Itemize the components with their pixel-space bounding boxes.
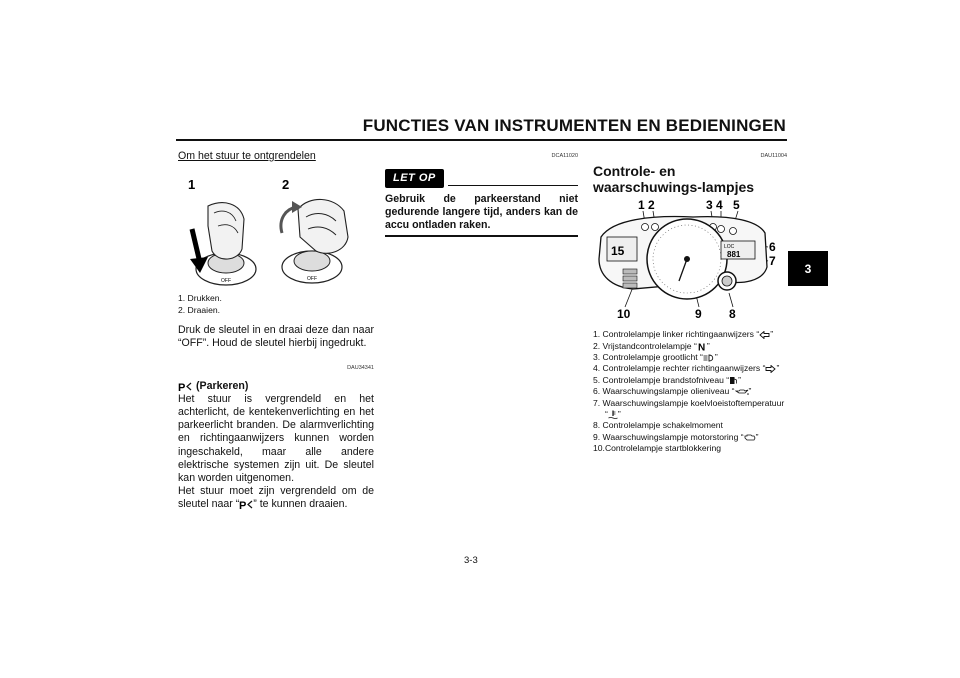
callout-10: 10 <box>617 307 631 322</box>
caption-1: 1. Drukken. <box>178 293 222 304</box>
indicator-item-5: 5. Controlelampje brandstofniveau “ ” <box>593 374 742 385</box>
indicator-item-3: 3. Controlelampje grootlicht “ ” <box>593 352 718 363</box>
svg-text:P: P <box>239 500 247 511</box>
indicator-item-2: 2. Vrijstandcontrolelampje “ N ” <box>593 341 787 352</box>
oil-can-icon <box>735 388 749 396</box>
parking-para2-suffix: ” te kunnen draaien. <box>253 498 348 511</box>
column-2 <box>385 150 578 237</box>
chapter-tab: 3 <box>788 251 828 286</box>
indicator-item-8: 8. Controlelampje schakelmoment <box>593 420 723 431</box>
figure-captions <box>178 293 374 316</box>
svg-text:N: N <box>697 342 706 351</box>
unlock-paragraph: Druk de sleutel in en draai deze dan naar “OFF”. Houd de sleutel hierbij ingedrukt. <box>178 324 374 350</box>
callout-5: 5 <box>733 198 740 213</box>
svg-text:LOC: LOC <box>724 244 735 251</box>
svg-text:881: 881 <box>727 250 741 260</box>
callout-6: 6 <box>769 240 776 255</box>
neutral-n-icon <box>697 342 707 351</box>
fuel-pump-icon <box>729 376 738 385</box>
left-arrow-icon <box>759 331 770 339</box>
svg-text:OFF: OFF <box>307 276 317 283</box>
high-beam-icon <box>703 354 715 362</box>
caution-bottom-rule <box>385 235 578 237</box>
callout-7: 7 <box>769 254 776 269</box>
column-3 <box>593 150 787 455</box>
indicator-list <box>593 329 787 454</box>
caution-text: Gebruik de parkeerstand niet gedurende langere tijd, anders kan de accu ontladen raken. <box>385 193 578 231</box>
svg-text:15: 15 <box>611 244 625 259</box>
indicator-item-10: 10.Controlelampje startblokkering <box>593 443 722 454</box>
parking-p-icon <box>178 381 192 392</box>
caution-badge: LET OP <box>385 169 444 188</box>
subheading-unlock: Om het stuur te ontgrendelen <box>178 150 316 162</box>
indicator-item-4: 4. Controlelampje rechter richtingaanwijzers “ ” <box>593 363 780 374</box>
callout-1: 1 <box>638 198 645 213</box>
section-title-parking <box>178 380 374 393</box>
ignition-key-figure <box>178 171 374 289</box>
svg-text:P: P <box>178 381 186 392</box>
callout-9: 9 <box>695 307 702 322</box>
svg-text:OFF: OFF <box>221 278 231 285</box>
engine-icon <box>744 433 756 442</box>
callout-3: 3 <box>706 198 713 213</box>
callout-8: 8 <box>729 307 736 322</box>
indicator-item-7: 7. Waarschuwingslampje koelvloeistoftemperatuur “ ” <box>593 397 785 420</box>
indicator-item-9: 9. Waarschuwingslampje motorstoring “ ” <box>593 431 759 442</box>
coolant-temp-icon <box>608 410 618 420</box>
parking-p-icon <box>239 499 253 510</box>
caption-2: 2. Draaien. <box>178 304 221 315</box>
figure-label-2: 2 <box>282 177 290 193</box>
page-number: 3-3 <box>464 555 478 566</box>
callout-4: 4 <box>716 198 723 213</box>
caution-line <box>448 185 578 187</box>
section-heading-indicators: Controle- en waarschuwings-lampjes <box>593 163 755 196</box>
parking-para2-prefix: Het stuur moet zijn vergrendeld om de sleutel naar “ <box>178 485 374 511</box>
indicator-item-1: 1. Controlelampje linker richtingaanwijzers “ ” <box>593 329 774 340</box>
parking-paragraph: Het stuur is vergrendeld en het achterlicht, de kentekenverlichting en het parkeerlicht branden. De alarmverlichting en richtingaanwijzers kunnen worden ingeschakeld, maar alle andere elektrische systemen zijn uit. De sleutel kan worden uitgenomen. <box>178 392 374 485</box>
caution-header <box>385 169 578 188</box>
doc-code-dau34341: DAU34341 <box>347 365 374 372</box>
doc-code-dau11004: DAU11004 <box>760 153 787 159</box>
right-arrow-icon <box>765 365 776 373</box>
instrument-cluster-figure <box>593 197 787 323</box>
indicator-item-6: 6. Waarschuwingslampje olieniveau “ ” <box>593 386 752 397</box>
title-rule <box>176 139 787 141</box>
parking-paragraph-2 <box>178 485 374 511</box>
page-title: FUNCTIES VAN INSTRUMENTEN EN BEDIENINGEN <box>362 116 786 135</box>
callout-2: 2 <box>648 198 655 213</box>
doc-code-dca11020: DCA11020 <box>551 153 578 159</box>
figure-label-1: 1 <box>188 177 196 193</box>
column-1 <box>178 150 374 512</box>
section-title-text: (Parkeren) <box>196 379 249 392</box>
